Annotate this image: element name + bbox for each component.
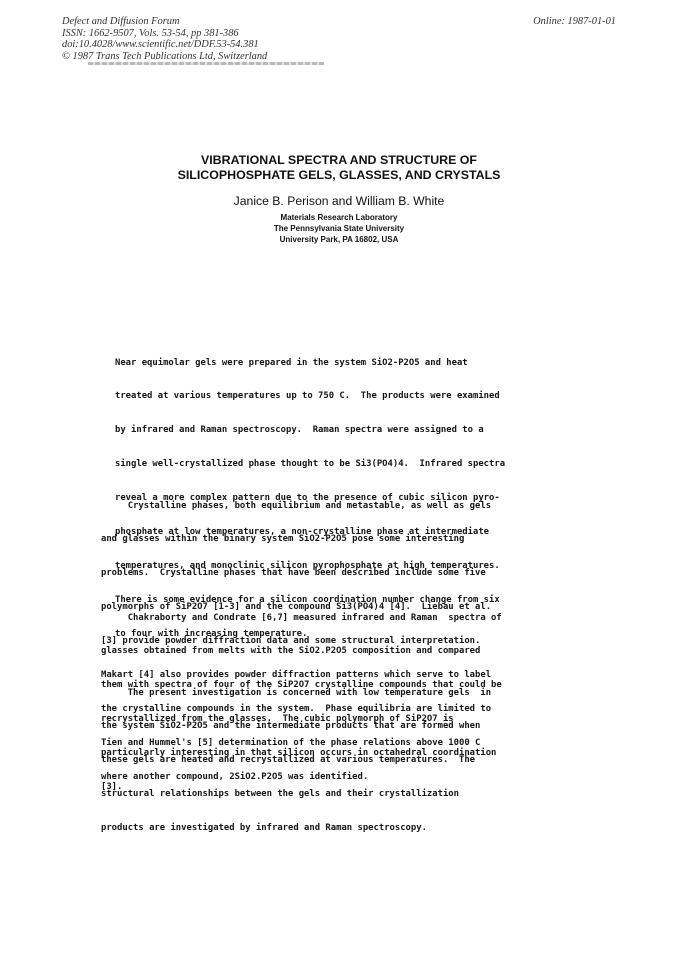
journal-header [62, 16, 267, 62]
text-line: the crystalline compounds in the system. Phase equilibria are limited to [101, 703, 492, 714]
body-paragraph-3 [101, 665, 491, 846]
copyright-line: © 1987 Trans Tech Publications Ltd, Switzerland [62, 50, 268, 62]
text-line: products are investigated by infrared and Raman spectroscopy. [101, 823, 427, 834]
affiliation-line-3: University Park, PA 16802, USA [279, 235, 399, 245]
title-line-1: VIBRATIONAL SPECTRA AND STRUCTURE OF [200, 153, 478, 167]
journal-name: Defect and Diffusion Forum [62, 16, 180, 27]
title-line-2: SILICOPHOSPHATE GELS, GLASSES, AND CRYSTALS [177, 167, 501, 182]
text-line: these gels are heated and recrystallized at various temperatures. The [101, 755, 476, 766]
abstract-line: single well-crystallized phase thought to be Si3(PO4)4. Infrared spectra [115, 459, 506, 470]
abstract-line: by infrared and Raman spectroscopy. Raman spectra were assigned to a [115, 425, 484, 436]
text-line: [3]. [101, 782, 123, 793]
text-line: Chakraborty and Condrate [6,7] measured infrared and Raman spectra of [101, 612, 502, 623]
abstract-line: Near equimolar gels were prepared in the system SiO2-P2O5 and heat [115, 357, 468, 368]
abstract-line: phosphate at low temperatures, a non-crystalline phase at intermediate [115, 527, 490, 538]
online-date: Online: 1987-01-01 [533, 16, 616, 27]
affiliation-line-1: Materials Research Laboratory [280, 213, 398, 222]
text-line: problems. Crystalline phases that have been described include some five [101, 568, 486, 579]
text-line: particularly interesting in that silicon occurs in octahedral coordination [101, 748, 497, 759]
text-line: them with spectra of four of the SiP2O7 crystalline compounds that could be [101, 680, 502, 691]
text-line: Crystalline phases, both equilibrium and metastable, as well as gels [101, 500, 492, 511]
text-line: Makart [4] also provides powder diffraction patterns which serve to label [101, 670, 492, 681]
text-line: [3] provide powder diffraction data and some structural interpretation. [101, 636, 481, 647]
affiliation [0, 212, 678, 246]
doi-line[interactable]: doi:10.4028/www.scientific.net/DDF.53-54.381 [62, 39, 259, 50]
faded-source-line [88, 62, 324, 65]
abstract-line: temperatures, and monoclinic silicon pyrophosphate at high temperatures. [115, 560, 500, 571]
text-line: where another compound, 2SiO2.P2O5 was identified. [101, 771, 369, 782]
abstract-line: treated at various temperatures up to 750 C. The products were examined [115, 391, 500, 402]
text-line: and glasses within the binary system SiO2-P2O5 pose some interesting [101, 534, 465, 545]
text-line: recrystallized from the glasses. The cubic polymorph of SiP2O7 is [101, 714, 454, 725]
abstract-line: reveal a more complex pattern due to the presence of cubic silicon pyro- [115, 493, 500, 504]
text-line: the system SiO2-P2O5 and the intermediate products that are formed when [101, 721, 481, 732]
abstract-line: to four with increasing temperature. [115, 628, 308, 639]
issn-line: ISSN: 1662-9507, Vols. 53-54, pp 381-386 [62, 27, 239, 39]
text-line: The present investigation is concerned with low temperature gels in [101, 687, 492, 698]
text-line: glasses obtained from melts with the SiO2.P2O5 composition and compared [101, 646, 481, 657]
text-line: structural relationships between the gels and their crystallization [101, 789, 459, 800]
paper-title [0, 153, 678, 182]
text-line: polymorphs of SiP2O7 [1-3] and the compound Si3(PO4)4 [4]. Liebau et al. [101, 602, 492, 613]
text-line: Tien and Hummel's [5] determination of the phase relations above 1000 C [101, 737, 481, 748]
authors: Janice B. Perison and William B. White [233, 194, 445, 208]
affiliation-line-2: The Pennsylvania State University [273, 224, 405, 234]
abstract-line: There is some evidence for a silicon coordination number change from six [115, 594, 500, 605]
